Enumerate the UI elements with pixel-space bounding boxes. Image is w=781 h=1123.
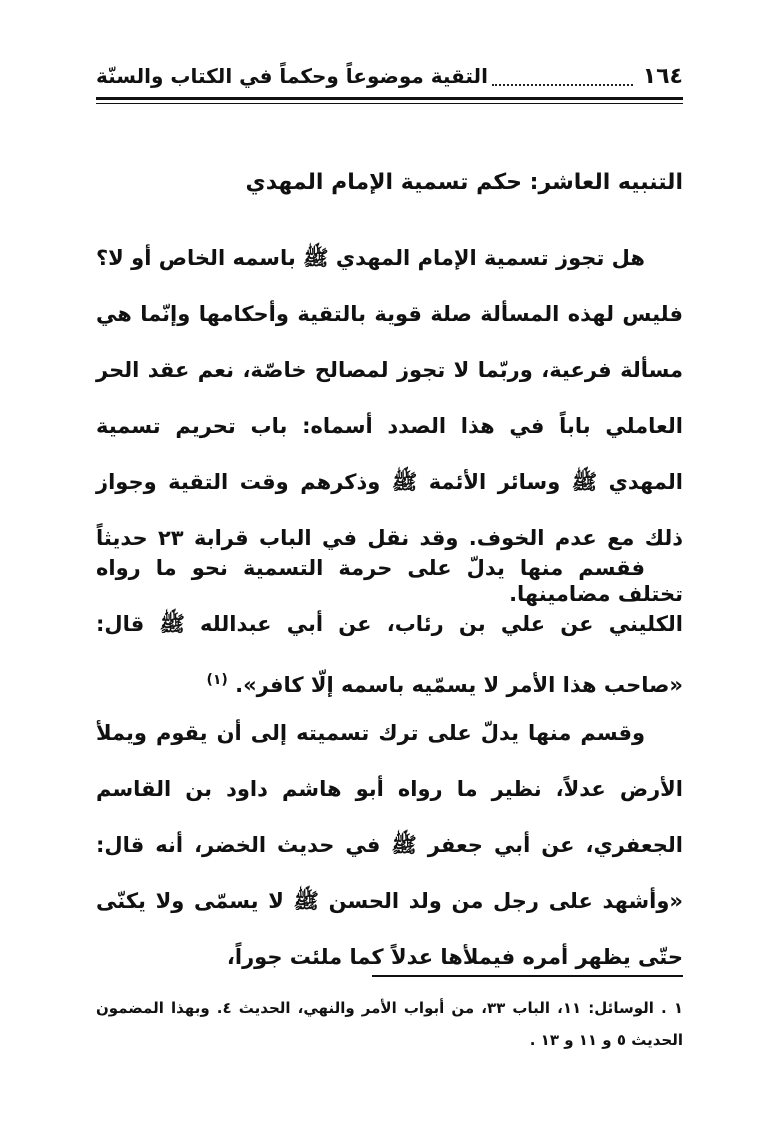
footnote-separator: [372, 975, 683, 977]
paragraph-2-text: فقسم منها يدلّ على حرمة التسمية نحو ما رواه الكليني عن علي بن رئاب، عن أبي عبدالله ﷺ قال: «صاحب هذا الأمر لا يسمّيه باسمه إلّا كافر».: [96, 556, 683, 697]
running-header: [96, 58, 683, 94]
footnote: ١ . الوسائل: ١١، الباب ٣٣، من أبواب الأمر والنهي، الحديث ٤. وبهذا المضمون الحديث ٥ و ١١ و ١٣ .: [96, 999, 683, 1049]
header-dot-leader: [492, 76, 633, 86]
running-title: التقية موضوعاً وحكماً في الكتاب والسنّة: [96, 64, 488, 88]
section-heading: التنبيه العاشر: حكم تسمية الإمام المهدي: [245, 170, 683, 195]
paragraph-1-text: هل تجوز تسمية الإمام المهدي ﷺ باسمه الخاص أو لا؟ فليس لهذه المسألة صلة قوية بالتقية وأحكامها وإنّما هي مسألة فرعية، وربّما لا تجوز لمصالح خاصّة، نعم عقد الحر العاملي باباً في هذا الصدد أسماه: باب تحريم تسمية المهدي ﷺ وسائر الأئمة ﷺ وذكرهم وقت التقية وجواز ذلك مع عدم الخوف. وقد نقل في الباب قرابة ٢٣ حديثاً تختلف مضامينها.: [96, 246, 684, 606]
paragraph-3-text: وقسم منها يدلّ على ترك تسميته إلى أن يقوم ويملأ الأرض عدلاً، نظير ما رواه أبو هاشم داود بن القاسم الجعفري، عن أبي جعفر ﷺ في حديث الخضر، أنه قال: «وأشهد على رجل من ولد الحسن ﷺ لا يسمّى ولا يكنّى حتّى يظهر أمره فيملأها عدلاً كما ملئت جوراً،: [96, 721, 683, 969]
header-rule-thick: [96, 97, 683, 100]
paragraph-3: [96, 705, 683, 985]
paragraph-2: [96, 540, 683, 713]
header-rule-thin: [96, 103, 683, 104]
page-number: ١٦٤: [642, 63, 683, 89]
footnote-reference: (١): [206, 672, 228, 688]
